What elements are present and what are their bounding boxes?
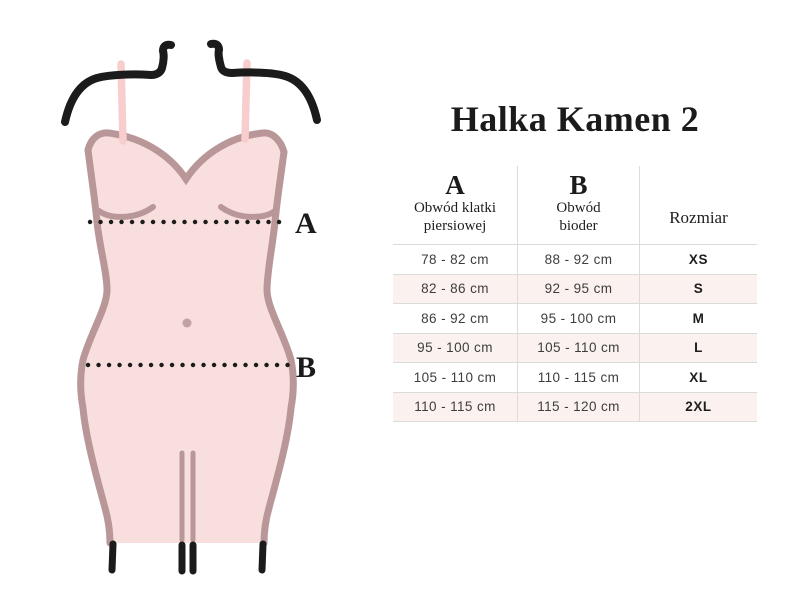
bust-measure-label: A <box>295 207 317 240</box>
size-cell: 2XL <box>685 399 712 415</box>
column-header-size <box>640 166 757 244</box>
shoulder-curve-right <box>211 44 317 120</box>
table-row <box>393 304 757 334</box>
column-letter-a: A <box>445 170 465 200</box>
table-row <box>393 363 757 393</box>
table-row <box>393 334 757 364</box>
bust-range-cell: 95 - 100 cm <box>393 334 518 363</box>
hip-range-cell: 88 - 92 cm <box>518 245 640 274</box>
leg-tip-outer-left <box>112 544 113 570</box>
column-header-hips <box>518 166 640 244</box>
table-row <box>393 275 757 305</box>
size-table-header <box>393 166 757 245</box>
bust-range-cell: 82 - 86 cm <box>393 275 518 304</box>
navel-dot <box>183 319 192 328</box>
size-cell: XS <box>688 251 709 267</box>
column-letter-b: B <box>569 170 588 200</box>
size-table <box>393 166 757 422</box>
page-title: Halka Kamen 2 <box>450 99 700 139</box>
column-label-size: Rozmiar <box>669 208 728 227</box>
size-cell: M <box>692 310 705 326</box>
hip-range-cell: 115 - 120 cm <box>518 393 640 422</box>
bust-range-cell: 105 - 110 cm <box>393 363 518 392</box>
hip-range-cell: 95 - 100 cm <box>518 304 640 333</box>
hip-range-cell: 110 - 115 cm <box>518 363 640 392</box>
column-header-bust <box>393 166 518 244</box>
column-label-bust: Obwód klatki piersiowej <box>413 200 497 235</box>
bust-range-cell: 78 - 82 cm <box>393 245 518 274</box>
table-row <box>393 245 757 275</box>
size-cell: XL <box>689 369 708 385</box>
size-cell: L <box>694 340 703 356</box>
garment-body-fill <box>81 133 294 543</box>
hip-range-cell: 105 - 110 cm <box>518 334 640 363</box>
column-label-hips: Obwód bioder <box>556 200 601 235</box>
table-row <box>393 393 757 423</box>
leg-tip-outer-right <box>262 544 263 570</box>
bust-range-cell: 86 - 92 cm <box>393 304 518 333</box>
hip-measure-label: B <box>296 351 317 384</box>
hip-range-cell: 92 - 95 cm <box>518 275 640 304</box>
size-cell: S <box>693 281 704 297</box>
bust-range-cell: 110 - 115 cm <box>393 393 518 422</box>
